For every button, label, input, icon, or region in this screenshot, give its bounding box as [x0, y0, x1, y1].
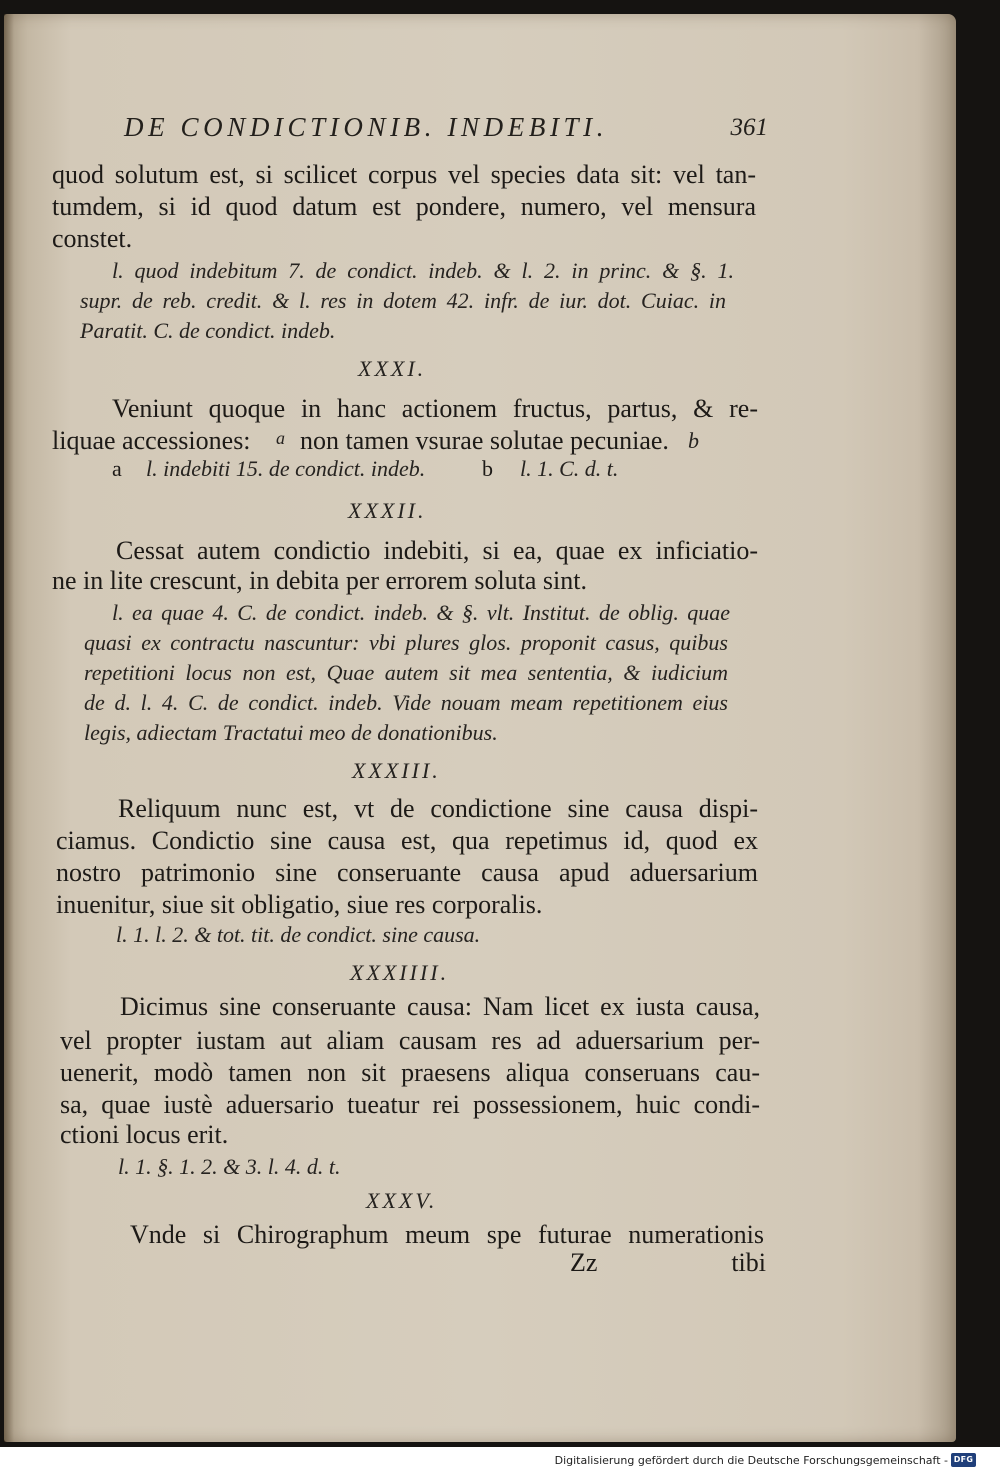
text-line: nostro patrimonio sine conseruante causa apud aduersarium — [56, 858, 758, 887]
section-heading: XXXV. — [366, 1188, 438, 1213]
page-gutter-shadow — [4, 14, 14, 1442]
text-line: constet. — [52, 224, 133, 253]
section-heading: XXXIII. — [352, 758, 441, 783]
section-heading: XXXIIII. — [350, 960, 450, 985]
text-line: inuenitur, siue sit obligatio, siue res corporalis. — [56, 890, 543, 919]
catchword: tibi — [731, 1248, 766, 1277]
citation-line: l. ea quae 4. C. de condict. indeb. & §. vlt. Institut. de oblig. quae — [112, 600, 730, 625]
signature-mark: Zz — [570, 1248, 598, 1277]
citation-line: Paratit. C. de condict. indeb. — [80, 318, 336, 343]
text-line: Vnde si Chirographum meum spe futurae numerationis — [130, 1220, 764, 1249]
citation-line: l. 1. C. d. t. — [520, 456, 619, 481]
citation-line: supr. de reb. credit. & l. res in dotem 42. infr. de iur. dot. Cuiac. in — [80, 288, 726, 313]
citation-line: l. 1. §. 1. 2. & 3. l. 4. d. t. — [118, 1154, 341, 1179]
text-line: Veniunt quoque in hanc actionem fructus, partus, & re- — [112, 394, 758, 423]
text-line: quod solutum est, si scilicet corpus vel species data sit: vel tan- — [52, 160, 756, 189]
section-heading: XXXI. — [358, 356, 427, 381]
catchword-row — [570, 1248, 766, 1284]
footnote-label: b — [482, 456, 493, 481]
footnote-marker: a — [276, 428, 285, 448]
footnote-label: a — [112, 456, 122, 481]
text-line: uenerit, modò tamen non sit praesens aliqua conseruans cau- — [60, 1058, 760, 1087]
text-line: ctioni locus erit. — [60, 1120, 229, 1149]
citation-line: repetitioni locus non est, Quae autem sit mea sententia, & iudicium — [84, 660, 728, 685]
citation-line: quasi ex contractu nascuntur: vbi plures glos. proponit casus, quibus — [84, 630, 728, 655]
text-line: vel propter iustam aut aliam causam res ad aduersarium per- — [60, 1026, 760, 1055]
running-title: DE CONDICTIONIB. INDEBITI. — [124, 112, 609, 142]
citation-line: l. quod indebitum 7. de condict. indeb. & l. 2. in princ. & §. 1. — [112, 258, 734, 283]
dfg-logo-icon: DFG — [951, 1453, 976, 1467]
text-line: sa, quae iustè aduersario tueatur rei possessionem, huic condi- — [60, 1090, 760, 1119]
citation-line: legis, adiectam Tractatui meo de donationibus. — [84, 720, 498, 745]
citation-line: l. 1. l. 2. & tot. tit. de condict. sine causa. — [116, 922, 481, 947]
footnote-marker: b — [688, 428, 699, 453]
text-line: ne in lite crescunt, in debita per errorem soluta sint. — [52, 566, 587, 595]
text-line: Dicimus sine conseruante causa: Nam licet ex iusta causa, — [120, 992, 760, 1021]
text-line: non tamen vsurae solutae pecuniae. — [300, 426, 669, 455]
text-line: liquae accessiones: — [52, 426, 251, 455]
section-heading: XXXII. — [348, 498, 427, 523]
page-number: 361 — [730, 114, 768, 141]
text-line: Cessat autem condictio indebiti, si ea, quae ex inficiatio- — [116, 536, 758, 565]
citation-line: l. indebiti 15. de condict. indeb. — [146, 456, 426, 481]
text-line: ciamus. Condictio sine causa est, qua repetimus id, quod ex — [56, 826, 758, 855]
running-head — [124, 112, 768, 152]
text-line: Reliquum nunc est, vt de condictione sine causa dispi- — [118, 794, 758, 823]
digitization-credit: Digitalisierung gefördert durch die Deutsche Forschungsgemeinschaft - — [554, 1454, 948, 1467]
text-line: tumdem, si id quod datum est pondere, numero, vel mensura — [52, 192, 756, 221]
citation-line: de d. l. 4. C. de condict. indeb. Vide nouam meam repetitionem eius — [84, 690, 728, 715]
